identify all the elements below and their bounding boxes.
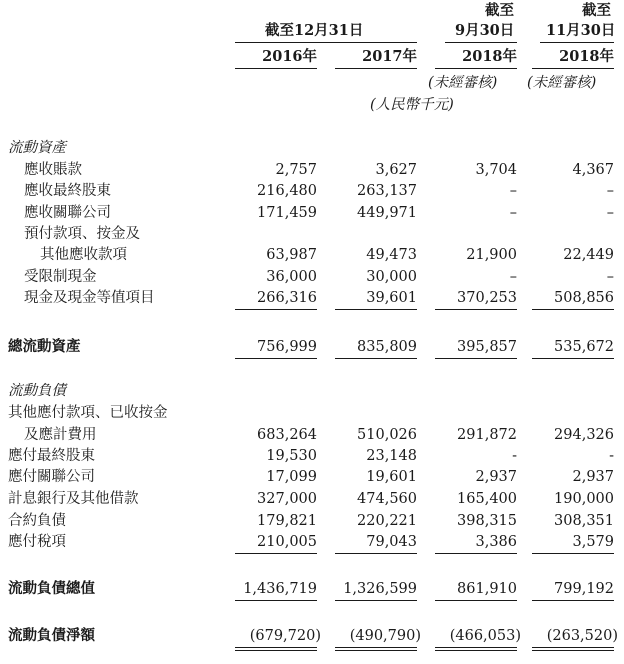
section-current-liabilities: 流動負債 [8,383,66,399]
row-value: 266,316 [257,290,317,306]
row-value: 535,672 [554,339,614,355]
double-rule [335,650,417,651]
row-value: 36,000 [266,269,317,285]
row-value: – [606,183,614,199]
subtotal-rule [532,600,614,601]
subtotal-rule [435,309,517,310]
row-value: 19,530 [266,448,317,464]
year-2016: 2016年 [262,48,317,65]
row-value: 23,148 [366,448,417,464]
row-value: – [606,205,614,221]
row-value: 220,221 [357,513,417,529]
row-value: 294,326 [554,427,614,443]
row-value: (679,720) [249,628,321,644]
row-label: 應付關聯公司 [8,469,95,485]
row-label-net-current-liabilities: 流動負債淨額 [8,627,95,644]
year-rule-2017 [335,68,417,69]
subtotal-rule [532,309,614,310]
unaudited-label-1: (未經審核) [428,75,498,91]
double-rule [335,647,417,648]
subtotal-rule [435,358,517,359]
row-value: 210,005 [257,534,317,550]
unaudited-label-2: (未經審核) [527,75,597,91]
row-value: 263,137 [357,183,417,199]
row-value: 756,999 [257,339,317,355]
row-value: 510,026 [357,427,417,443]
row-label: 預付款項、按金及 [24,226,140,242]
row-label: 應付稅項 [8,534,66,550]
row-value: 22,449 [563,247,614,263]
row-label: 受限制現金 [24,269,97,285]
row-value: 861,910 [457,581,517,597]
header-rule-group [235,42,417,43]
row-value: 171,459 [257,205,317,221]
row-value: - [512,448,517,464]
row-value: 3,579 [572,534,614,550]
double-rule [235,647,317,648]
row-value: 395,857 [457,339,517,355]
row-value: 39,601 [366,290,417,306]
row-value: 2,757 [275,162,317,178]
row-value: 3,704 [475,162,517,178]
year-2017: 2017年 [362,48,417,65]
row-value: 474,560 [357,491,417,507]
row-value: 3,627 [375,162,417,178]
row-value: 398,315 [457,513,517,529]
row-value: 79,043 [366,534,417,550]
header-rule-col4 [540,42,614,43]
subtotal-rule [235,309,317,310]
row-value: 370,253 [457,290,517,306]
row-value: (466,053) [449,628,521,644]
row-label: 應收賬款 [24,162,82,178]
row-value: 63,987 [266,247,317,263]
subtotal-rule [235,358,317,359]
subtotal-rule [335,553,417,554]
row-value: 179,821 [257,513,317,529]
row-value: 2,937 [475,469,517,485]
subtotal-rule [532,358,614,359]
subtotal-rule [235,553,317,554]
header-col4-mid: 11月30日 [546,22,616,39]
row-value: – [509,269,517,285]
double-rule [435,647,517,648]
double-rule [235,650,317,651]
row-value: 1,436,719 [243,581,317,597]
row-value: (490,790) [349,628,421,644]
row-label: 其他應付款項、已收按金 [8,405,168,421]
header-col3-mid: 9月30日 [455,22,515,39]
year-rule-2018-nov [532,68,614,69]
row-value: – [509,183,517,199]
row-value: – [509,205,517,221]
row-label: 計息銀行及其他借款 [8,491,139,507]
row-label: 應付最終股東 [8,448,95,464]
row-label: 合約負債 [8,513,66,529]
row-label-total-current-assets: 總流動資產 [8,338,81,355]
year-rule-2018-sep [435,68,517,69]
subtotal-rule [235,600,317,601]
unit-label: (人民幣千元) [370,97,454,113]
row-value: 799,192 [554,581,614,597]
row-value: 508,856 [554,290,614,306]
row-value: 291,872 [457,427,517,443]
subtotal-rule [335,358,417,359]
row-value: 449,971 [357,205,417,221]
row-value: 2,937 [572,469,614,485]
row-value: 49,473 [366,247,417,263]
row-value: 327,000 [257,491,317,507]
row-value: 165,400 [457,491,517,507]
row-label: 現金及現金等值項目 [24,290,155,306]
row-value: - [609,448,614,464]
row-value: 4,367 [572,162,614,178]
row-value: 308,351 [554,513,614,529]
header-group-label: 截至12月31日 [265,22,364,39]
year-2018-sep: 2018年 [462,48,517,65]
row-value: 3,386 [475,534,517,550]
row-value: 835,809 [357,339,417,355]
double-rule [532,650,614,651]
header-rule-col3 [445,42,517,43]
row-value: 17,099 [266,469,317,485]
row-label-total-current-liabilities: 流動負債總值 [8,580,95,597]
row-label: 應收最終股東 [24,183,111,199]
subtotal-rule [335,309,417,310]
row-value: 30,000 [366,269,417,285]
row-value: 21,900 [466,247,517,263]
header-col4-top: 截至 [582,2,611,19]
row-value: (263,520) [546,628,618,644]
subtotal-rule [335,600,417,601]
subtotal-rule [435,553,517,554]
year-2018-nov: 2018年 [559,48,614,65]
row-value: 683,264 [257,427,317,443]
row-value: 216,480 [257,183,317,199]
double-rule [435,650,517,651]
row-value: 1,326,599 [343,581,417,597]
section-current-assets: 流動資產 [8,140,66,156]
subtotal-rule [435,600,517,601]
row-label: 及應計費用 [24,427,97,443]
row-value: 19,601 [366,469,417,485]
row-value: 190,000 [554,491,614,507]
row-value: – [606,269,614,285]
double-rule [532,647,614,648]
row-label: 應收關聯公司 [24,205,111,221]
header-col3-top: 截至 [485,2,514,19]
row-label: 其他應收款項 [40,247,127,263]
year-rule-2016 [235,68,317,69]
subtotal-rule [532,553,614,554]
